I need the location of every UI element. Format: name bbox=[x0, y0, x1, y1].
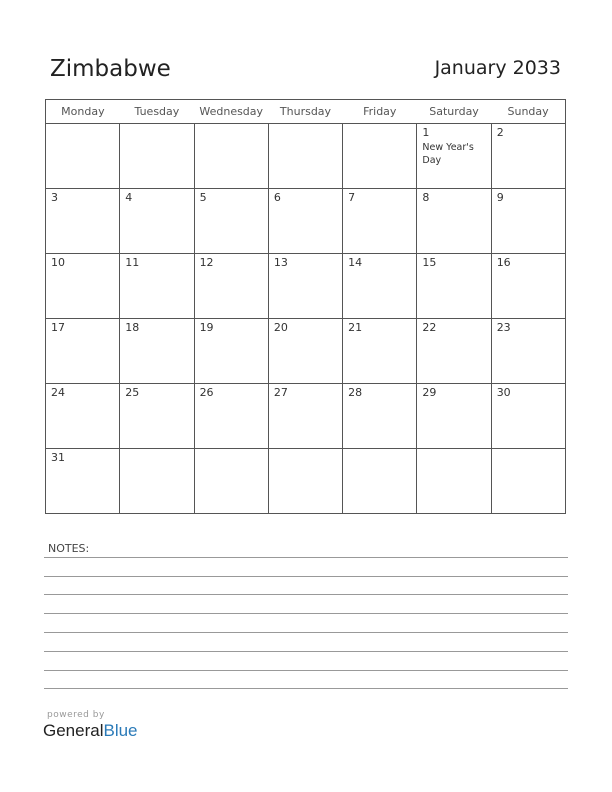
day-number bbox=[343, 124, 416, 126]
day-number: 2 bbox=[496, 126, 504, 139]
note-line bbox=[44, 594, 568, 595]
day-number: 21 bbox=[348, 321, 363, 334]
day-number bbox=[492, 449, 565, 451]
day-number: 5 bbox=[199, 191, 207, 204]
day-cell bbox=[46, 384, 120, 449]
holiday-label: New Year's Day bbox=[422, 142, 474, 166]
note-line bbox=[44, 632, 568, 633]
day-cell bbox=[417, 189, 491, 254]
day-cell bbox=[417, 319, 491, 384]
week-row bbox=[46, 189, 566, 254]
day-number bbox=[269, 449, 342, 451]
day-cell bbox=[268, 384, 342, 449]
week-row bbox=[46, 254, 566, 319]
day-number: 9 bbox=[496, 191, 504, 204]
day-number: 19 bbox=[199, 321, 214, 334]
day-cell bbox=[343, 254, 417, 319]
note-line bbox=[44, 651, 568, 652]
day-cell bbox=[46, 449, 120, 514]
calendar-grid bbox=[45, 99, 566, 514]
note-line bbox=[44, 576, 568, 577]
day-cell bbox=[120, 254, 194, 319]
day-number: 14 bbox=[348, 256, 363, 269]
day-cell bbox=[491, 449, 565, 514]
day-number: 26 bbox=[199, 386, 214, 399]
weekday-thursday: Thursday bbox=[268, 100, 342, 124]
day-cell bbox=[120, 384, 194, 449]
day-number bbox=[120, 124, 193, 126]
note-line bbox=[44, 670, 568, 671]
day-number: 22 bbox=[422, 321, 437, 334]
day-number: 27 bbox=[273, 386, 288, 399]
day-cell bbox=[417, 384, 491, 449]
weekday-monday: Monday bbox=[46, 100, 120, 124]
day-number: 24 bbox=[51, 386, 65, 399]
powered-by-text: powered by bbox=[47, 710, 105, 720]
day-cell bbox=[194, 189, 268, 254]
day-cell bbox=[417, 254, 491, 319]
day-number: 28 bbox=[348, 386, 363, 399]
day-number: 20 bbox=[273, 321, 288, 334]
day-cell bbox=[120, 124, 194, 189]
week-row bbox=[46, 319, 566, 384]
day-cell bbox=[343, 449, 417, 514]
notes-label: NOTES: bbox=[48, 542, 90, 555]
day-number: 4 bbox=[125, 191, 133, 204]
week-row bbox=[46, 384, 566, 449]
day-number: 10 bbox=[51, 256, 65, 269]
day-cell bbox=[268, 254, 342, 319]
day-cell bbox=[343, 189, 417, 254]
day-cell bbox=[194, 124, 268, 189]
day-cell bbox=[120, 189, 194, 254]
day-number bbox=[195, 449, 268, 451]
day-cell bbox=[120, 319, 194, 384]
brand-blue: Blue bbox=[103, 721, 138, 740]
day-number: 11 bbox=[125, 256, 140, 269]
day-cell bbox=[268, 189, 342, 254]
day-cell bbox=[46, 254, 120, 319]
country-title: Zimbabwe bbox=[50, 56, 171, 82]
day-cell bbox=[268, 319, 342, 384]
day-cell bbox=[46, 124, 120, 189]
week-row bbox=[46, 124, 566, 189]
generalblue-logo[interactable] bbox=[43, 721, 138, 741]
day-cell bbox=[491, 384, 565, 449]
day-number: 16 bbox=[496, 256, 511, 269]
day-number bbox=[195, 124, 268, 126]
note-line bbox=[44, 557, 568, 558]
day-cell bbox=[491, 189, 565, 254]
day-cell bbox=[491, 319, 565, 384]
day-number: 12 bbox=[199, 256, 214, 269]
day-number bbox=[269, 124, 342, 126]
day-number: 13 bbox=[273, 256, 288, 269]
day-cell bbox=[343, 384, 417, 449]
day-number: 25 bbox=[125, 386, 140, 399]
day-number: 31 bbox=[51, 451, 65, 464]
day-number bbox=[46, 124, 119, 126]
day-cell bbox=[194, 384, 268, 449]
day-number: 18 bbox=[125, 321, 140, 334]
day-number: 8 bbox=[422, 191, 430, 204]
day-cell bbox=[491, 124, 565, 189]
day-cell bbox=[46, 319, 120, 384]
weekday-wednesday: Wednesday bbox=[194, 100, 268, 124]
weekday-friday: Friday bbox=[343, 100, 417, 124]
weekday-sunday: Sunday bbox=[491, 100, 565, 124]
weekday-tuesday: Tuesday bbox=[120, 100, 194, 124]
day-cell bbox=[46, 189, 120, 254]
day-cell bbox=[268, 124, 342, 189]
day-number: 17 bbox=[51, 321, 65, 334]
day-number: 1 bbox=[422, 126, 430, 139]
week-row bbox=[46, 449, 566, 514]
day-number: 3 bbox=[51, 191, 58, 204]
day-number: 7 bbox=[348, 191, 356, 204]
month-year-title: January 2033 bbox=[434, 57, 561, 79]
day-number: 23 bbox=[496, 321, 511, 334]
day-number bbox=[343, 449, 416, 451]
note-line bbox=[44, 688, 568, 689]
day-number: 29 bbox=[422, 386, 437, 399]
day-cell bbox=[194, 254, 268, 319]
day-number: 30 bbox=[496, 386, 511, 399]
day-number: 6 bbox=[273, 191, 281, 204]
day-number bbox=[120, 449, 193, 451]
day-number: 15 bbox=[422, 256, 437, 269]
day-cell bbox=[417, 449, 491, 514]
weekday-saturday: Saturday bbox=[417, 100, 491, 124]
day-cell bbox=[194, 449, 268, 514]
day-cell bbox=[491, 254, 565, 319]
note-line bbox=[44, 613, 568, 614]
day-number bbox=[417, 449, 490, 451]
weekday-header-row bbox=[46, 100, 566, 124]
brand-general: General bbox=[43, 721, 104, 740]
day-cell bbox=[268, 449, 342, 514]
day-cell bbox=[120, 449, 194, 514]
day-cell bbox=[343, 124, 417, 189]
day-cell bbox=[343, 319, 417, 384]
day-cell bbox=[417, 124, 491, 189]
day-cell bbox=[194, 319, 268, 384]
